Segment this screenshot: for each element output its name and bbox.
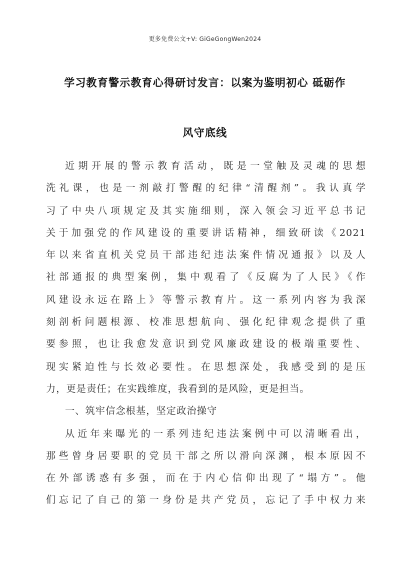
paragraph-line: 要参照，也让我愈发意识到党风廉政建设的极端重要性、 (46, 339, 366, 351)
paragraph-line: 从近年来曝光的一系列违纪违法案例中可以清晰看出， (65, 428, 366, 440)
paragraph-line: 们忘记了自己的第一身份是共产党员，忘记了手中权力来 (46, 495, 366, 507)
paragraph-line: 风建设永远在路上》等警示教育片。这一系列内容为我深 (46, 294, 366, 306)
document-title-line-2: 风守底线 (182, 127, 228, 139)
paragraph-line: 在外部诱惑有多强，而在于内心信仰出现了“塌方”。他 (46, 473, 366, 485)
section-heading: 一、筑牢信念根基，坚定政治操守 (65, 406, 218, 418)
paragraph-line: 年以来省直机关党员干部违纪违法案件情况通报》以及人 (46, 250, 366, 262)
paragraph-line: 刻剖析问题根源、校准思想航向、强化纪律观念提供了重 (46, 317, 366, 329)
paragraph-line: 力，更是责任；在实践维度，我看到的是风险，更是担当。 (46, 383, 310, 395)
paragraph-line: 习了中央八项规定及其实施细则，深入领会习近平总书记 (46, 205, 366, 217)
document-body (46, 156, 366, 513)
paragraph-line: 近期开展的警示教育活动，既是一堂触及灵魂的思想 (65, 161, 366, 172)
document-title-line-1: 学习教育警示教育心得研讨发言：以案为鉴明初心 砥砺作 (64, 77, 346, 89)
paragraph-line: 那些曾身居要职的党员干部之所以滑向深渊，根本原因不 (46, 450, 366, 462)
paragraph-line: 社部通报的典型案例，集中观看了《反腐为了人民》《作 (46, 272, 366, 284)
paragraph-line: 洗礼课，也是一剂敲打警醒的纪律“清醒剂”。我认真学 (46, 183, 366, 195)
paragraph-line: 关于加强党的作风建设的重要讲话精神，细致研读《2021 (46, 227, 366, 239)
header-note: 更多免费公文+V: GiGeGongWen2024 (148, 36, 262, 43)
paragraph-line: 现实紧迫性与长效必要性。在思想深处，我感受到的是压 (46, 361, 366, 373)
